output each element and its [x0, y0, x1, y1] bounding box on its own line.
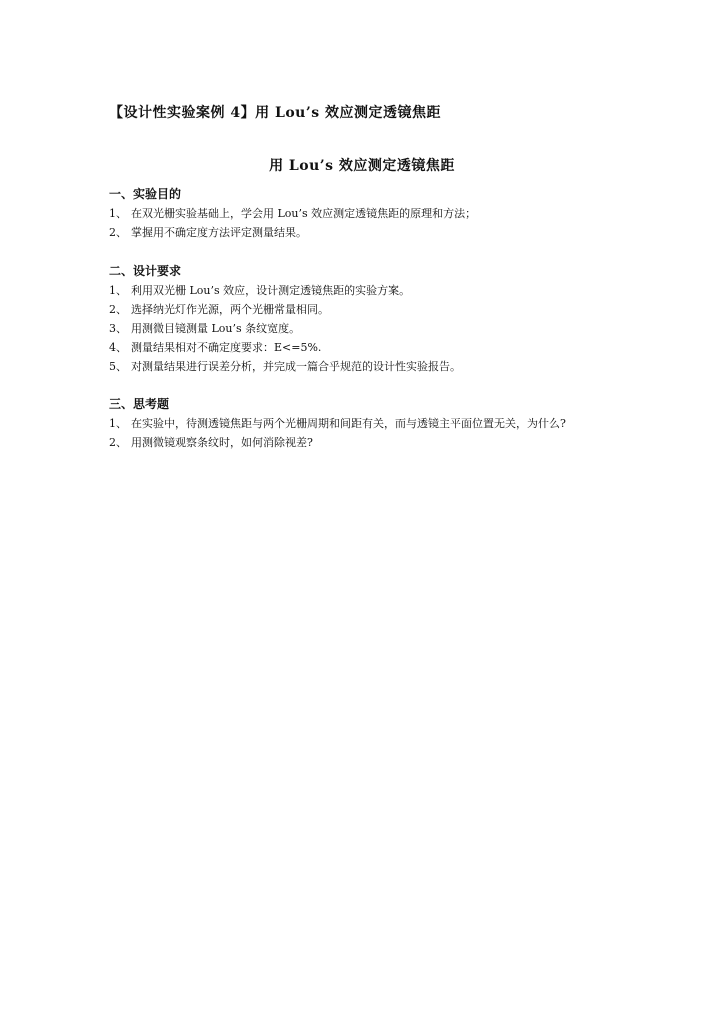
section-objectives — [109, 185, 629, 242]
item-text: 选择纳光灯作光源，两个光栅常量相同。 — [131, 303, 329, 316]
item-number: 5、 — [109, 360, 127, 373]
item-number: 4、 — [109, 341, 127, 354]
section-heading: 二、设计要求 — [109, 264, 182, 278]
list-item — [109, 300, 629, 319]
list-item — [109, 319, 629, 338]
list-item — [109, 357, 629, 376]
item-text: 对测量结果进行误差分析，并完成一篇合乎规范的设计性实验报告。 — [131, 360, 461, 373]
section-requirements — [109, 262, 629, 376]
item-number: 2、 — [109, 436, 127, 449]
list-item — [109, 281, 629, 300]
item-number: 2、 — [109, 226, 127, 239]
item-text: 利用双光栅 Lou’s 效应，设计测定透镜焦距的实验方案。 — [131, 284, 411, 297]
list-item — [109, 414, 629, 433]
item-text: 掌握用不确定度方法评定测量结果。 — [131, 226, 307, 239]
item-number: 3、 — [109, 322, 127, 335]
case-header: 【设计性实验案例 4】用 Lou’s 效应测定透镜焦距 — [109, 105, 441, 121]
list-item — [109, 338, 629, 357]
item-text: 测量结果相对不确定度要求：E<=5%. — [131, 341, 322, 354]
section-heading: 一、实验目的 — [109, 187, 182, 201]
item-number: 1、 — [109, 417, 127, 430]
item-text: 在实验中，待测透镜焦距与两个光栅周期和间距有关，而与透镜主平面位置无关，为什么? — [131, 417, 566, 430]
item-number: 2、 — [109, 303, 127, 316]
list-item — [109, 433, 629, 452]
item-number: 1、 — [109, 207, 127, 220]
list-item — [109, 223, 629, 242]
item-text: 用测微镜观察条纹时，如何消除视差? — [131, 436, 313, 449]
section-heading: 三、思考题 — [109, 397, 170, 411]
section-questions — [109, 395, 629, 452]
item-number: 1、 — [109, 284, 127, 297]
list-item — [109, 204, 629, 223]
item-text: 用测微目镜测量 Lou’s 条纹宽度。 — [131, 322, 301, 335]
document-title: 用 Lou’s 效应测定透镜焦距 — [269, 158, 455, 174]
item-text: 在双光栅实验基础上，学会用 Lou’s 效应测定透镜焦距的原理和方法； — [131, 207, 477, 220]
